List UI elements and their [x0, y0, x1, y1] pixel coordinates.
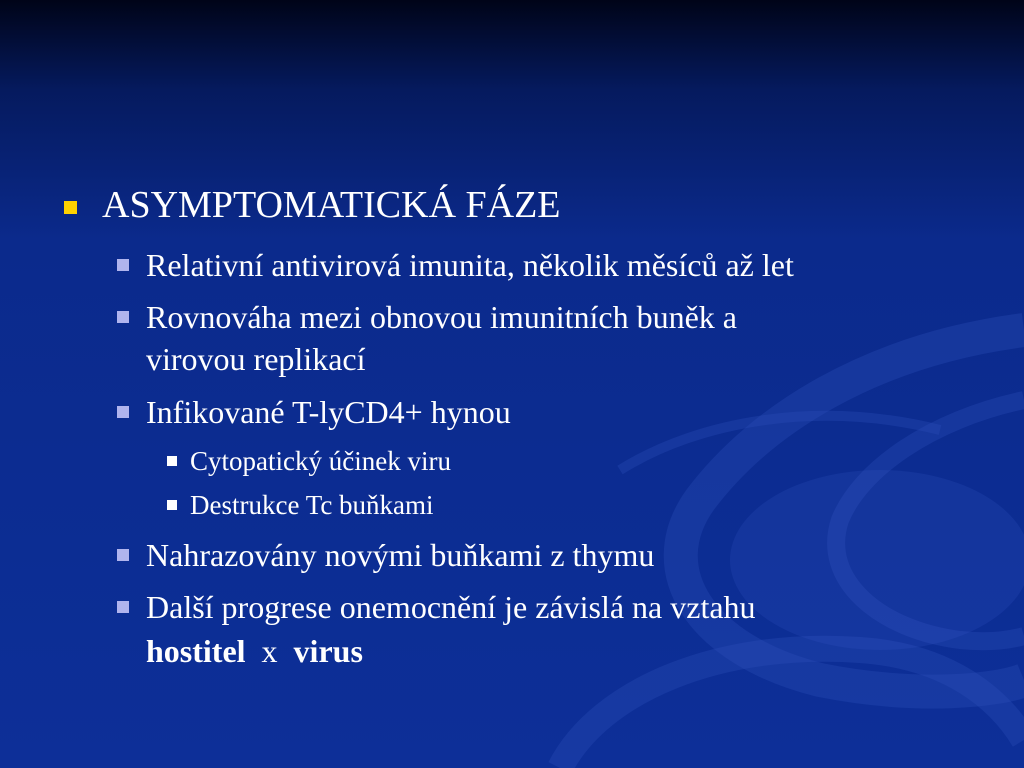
- square-bullet-icon: [117, 406, 129, 418]
- square-bullet-icon: [117, 311, 129, 323]
- host-term: hostitel: [146, 633, 246, 669]
- small-square-bullet-icon: [167, 500, 177, 510]
- subitem-cytopathic-effect: Cytopatický účinek viru: [190, 446, 451, 476]
- bullet-item-relative-immunity: Relativní antivirová imunita, několik měsíců až let: [146, 247, 794, 283]
- bullet-item-balance-line1: Rovnováha mezi obnovou imunitních buněk a: [146, 299, 737, 335]
- virus-term: virus: [293, 633, 363, 669]
- square-bullet-icon: [117, 259, 129, 271]
- versus-separator: x: [261, 633, 278, 669]
- bullet-item-progression-line2: [146, 631, 363, 671]
- small-square-bullet-icon: [167, 456, 177, 466]
- slide-heading: ASYMPTOMATICKÁ FÁZE: [102, 184, 561, 226]
- bullet-item-balance-line2: virovou replikací: [146, 341, 366, 377]
- square-bullet-icon: [117, 601, 129, 613]
- subitem-tc-destruction: Destrukce Tc buňkami: [190, 490, 434, 520]
- bullet-item-infected-cells: Infikované T-lyCD4+ hynou: [146, 394, 511, 430]
- bullet-item-thymus-replacement: Nahrazovány novými buňkami z thymu: [146, 537, 655, 573]
- square-bullet-icon: [117, 549, 129, 561]
- bullet-item-progression-line1: Další progrese onemocnění je závislá na vztahu: [146, 589, 756, 625]
- heading-square-bullet-icon: [64, 201, 77, 214]
